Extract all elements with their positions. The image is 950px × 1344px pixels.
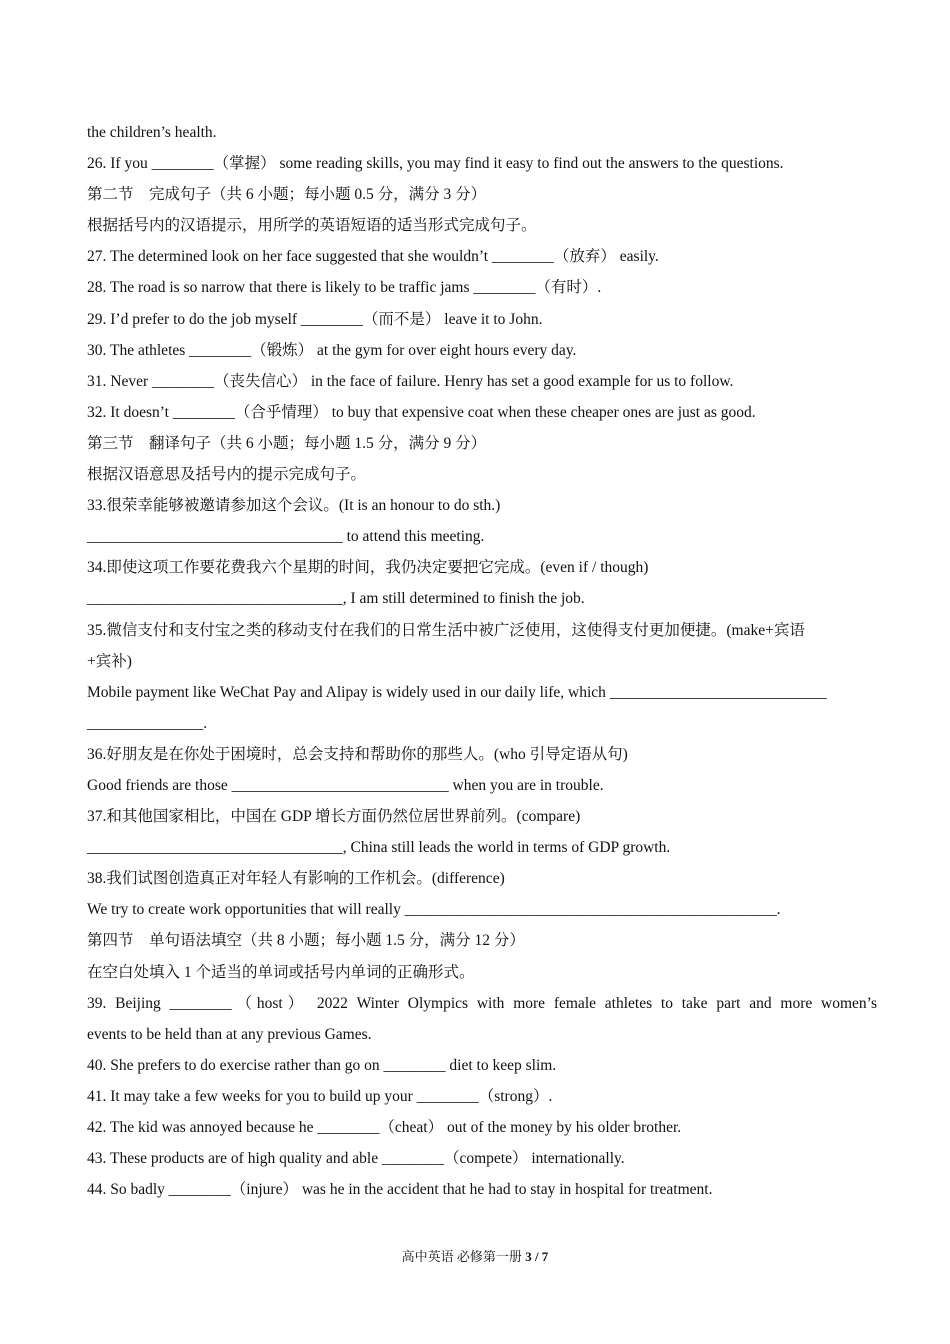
answer-line-34: _________________________________, I am still determined to finish the job. xyxy=(87,590,585,608)
section-instruction: 在空白处填入 1 个适当的单词或括号内单词的正确形式。 xyxy=(87,963,475,981)
answer-line-35: Mobile payment like WeChat Pay and Alipay is widely used in our daily life, which ____________________________ xyxy=(87,683,827,701)
question-26: 26. If you ________（掌握） some reading skills, you may find it easy to find out the answers to the questions. xyxy=(87,155,784,173)
footer-title: 高中英语 必修第一册 xyxy=(401,1249,522,1264)
question-42: 42. The kid was annoyed because he ________（cheat） out of the money by his older brother. xyxy=(87,1119,682,1136)
question-35-cont: +宾补) xyxy=(87,652,132,670)
question-34: 34.即使这项工作要花费我六个星期的时间，我仍决定要把它完成。(even if / though) xyxy=(87,559,649,577)
question-29: 29. I’d prefer to do the job myself ________（而不是） leave it to John. xyxy=(87,310,543,328)
answer-line-35-cont: _______________. xyxy=(87,714,208,732)
question-39: 39. Beijing ________（host） 2022 Winter Olympics with more female athletes to take part and more women’s xyxy=(87,994,877,1012)
answer-line-37: _________________________________, China still leads the world in terms of GDP growth. xyxy=(87,839,671,857)
section-heading: 第三节 翻译句子（共 6 小题；每小题 1.5 分，满分 9 分） xyxy=(87,434,487,452)
answer-line-33: _________________________________ to attend this meeting. xyxy=(87,528,485,546)
question-28: 28. The road is so narrow that there is likely to be traffic jams ________（有时）. xyxy=(87,279,602,297)
answer-line-38: We try to create work opportunities that will really ________________________________________________. xyxy=(87,901,781,919)
question-39-cont: events to be held than at any previous Games. xyxy=(87,1025,372,1043)
page-number: 3 / 7 xyxy=(525,1249,549,1264)
question-40: 40. She prefers to do exercise rather than go on ________ diet to keep slim. xyxy=(87,1056,557,1074)
question-27: 27. The determined look on her face suggested that she wouldn’t ________（放弃） easily. xyxy=(87,248,659,266)
text-body xyxy=(87,117,877,1205)
answer-line-36: Good friends are those ____________________________ when you are in trouble. xyxy=(87,776,604,794)
section-instruction: 根据汉语意思及括号内的提示完成句子。 xyxy=(87,466,367,484)
page-footer xyxy=(0,1246,950,1265)
section-heading: 第四节 单句语法填空（共 8 小题；每小题 1.5 分，满分 12 分） xyxy=(87,932,525,950)
question-33: 33.很荣幸能够被邀请参加这个会议。(It is an honour to do sth.) xyxy=(87,497,501,515)
question-31: 31. Never ________（丧失信心） in the face of failure. Henry has set a good example for us to follow. xyxy=(87,372,734,390)
question-35: 35.微信支付和支付宝之类的移动支付在我们的日常生活中被广泛使用，这使得支付更加便捷。(make+宾语 xyxy=(87,621,805,639)
question-44: 44. So badly ________（injure） was he in the accident that he had to stay in hospital for treatment. xyxy=(87,1181,713,1199)
section-heading: 第二节 完成句子（共 6 小题；每小题 0.5 分，满分 3 分） xyxy=(87,186,487,204)
text-line: the children’s health. xyxy=(87,124,217,141)
question-30: 30. The athletes ________（锻炼） at the gym for over eight hours every day. xyxy=(87,341,577,359)
question-41: 41. It may take a few weeks for you to build up your ________（strong）. xyxy=(87,1087,553,1105)
question-36: 36.好朋友是在你处于困境时，总会支持和帮助你的那些人。(who 引导定语从句) xyxy=(87,745,628,763)
section-instruction: 根据括号内的汉语提示，用所学的英语短语的适当形式完成句子。 xyxy=(87,217,537,235)
question-37: 37.和其他国家相比，中国在 GDP 增长方面仍然位居世界前列。(compare) xyxy=(87,808,581,826)
question-38: 38.我们试图创造真正对年轻人有影响的工作机会。(difference) xyxy=(87,870,505,888)
question-43: 43. These products are of high quality and able ________（compete） internationally. xyxy=(87,1150,625,1168)
question-32: 32. It doesn’t ________（合乎情理） to buy that expensive coat when these cheaper ones are just as good. xyxy=(87,403,756,421)
